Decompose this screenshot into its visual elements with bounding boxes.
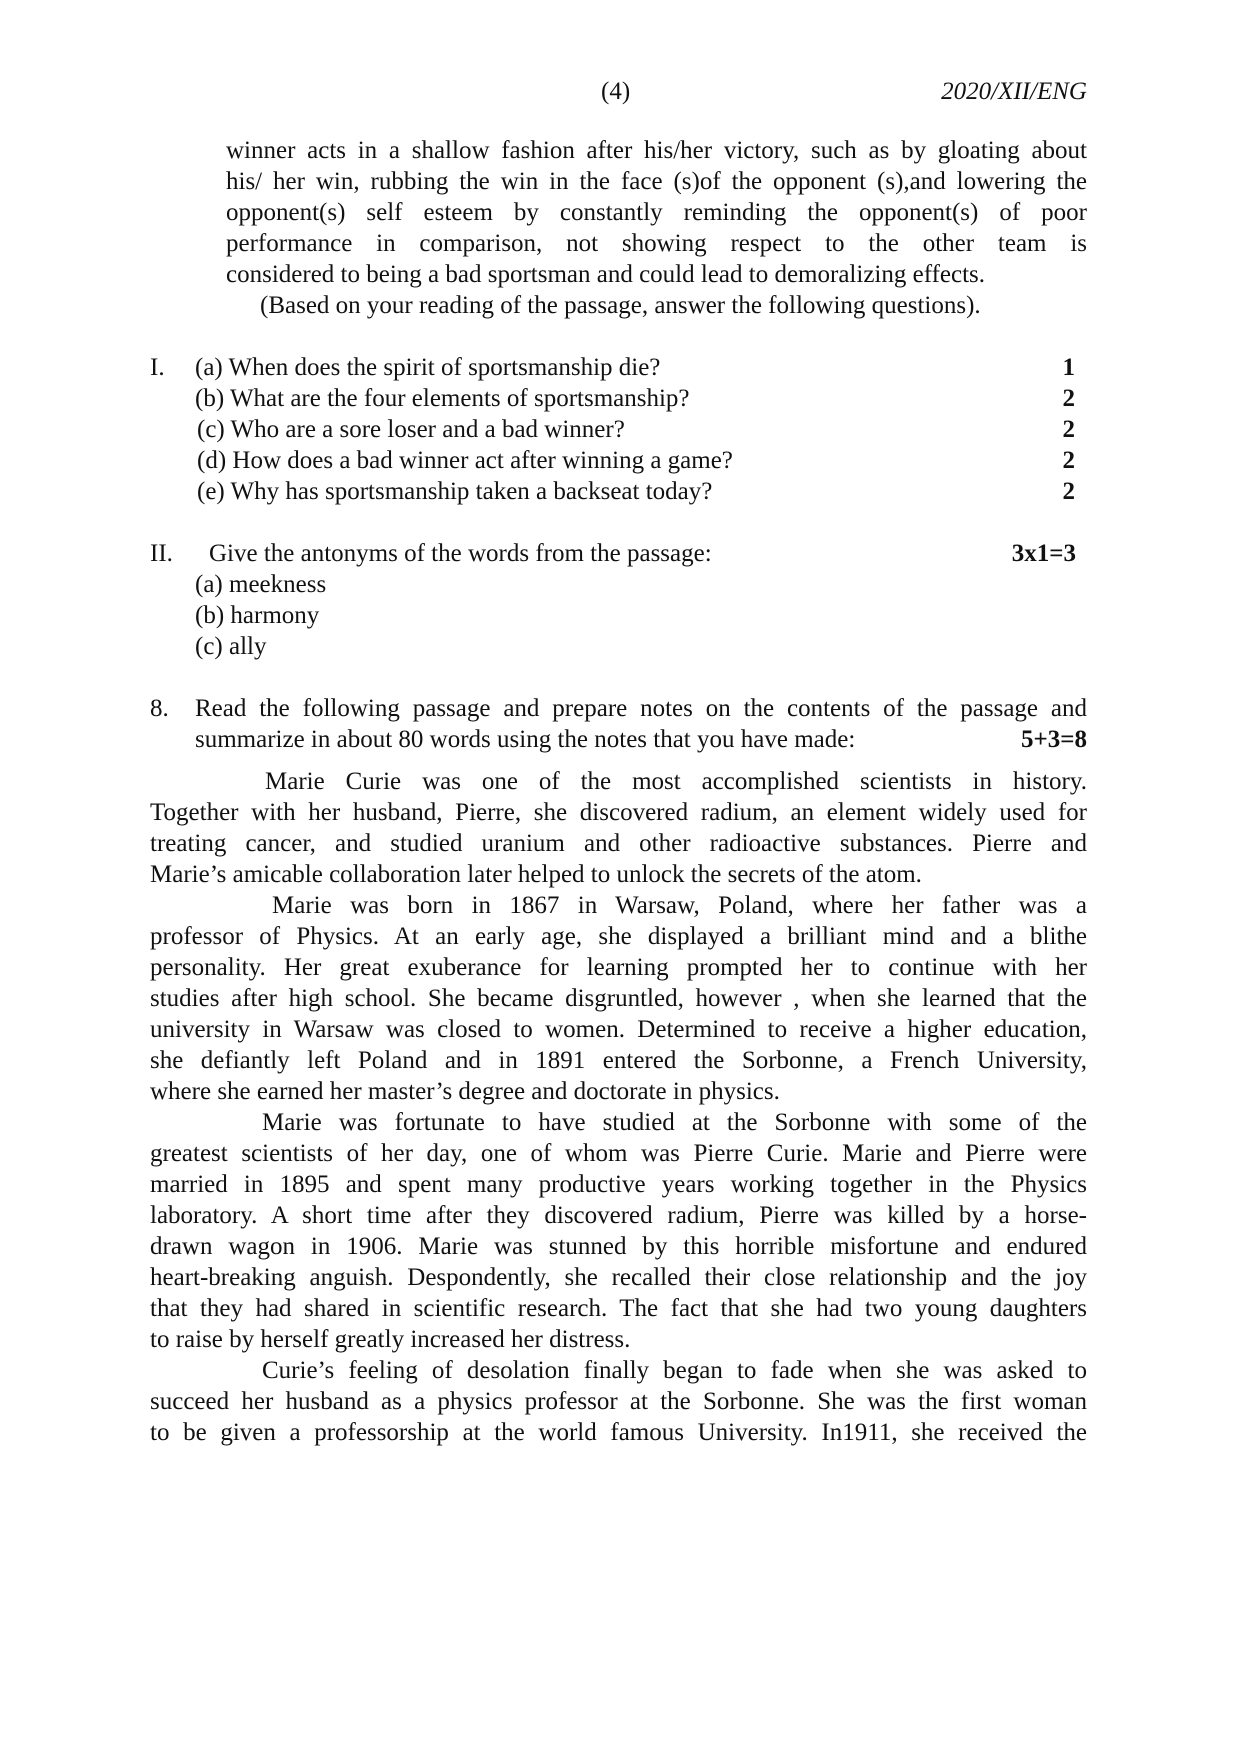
question-d-marks: 2 (1062, 447, 1075, 474)
passage-line: university in Warsaw was closed to women. Determined to receive a higher education, (150, 1016, 1087, 1043)
paper-code: 2020/XII/ENG (941, 78, 1087, 105)
passage-line: drawn wagon in 1906. Marie was stunned by this horrible misfortune and endured (150, 1233, 1087, 1260)
passage-line: married in 1895 and spent many productive years working together in the Physics (150, 1171, 1087, 1198)
passage-line: Curie’s feeling of desolation finally began to fade when she was asked to (262, 1357, 1087, 1384)
passage-line: Marie was fortunate to have studied at the Sorbonne with some of the (262, 1109, 1087, 1136)
passage-line: she defiantly left Poland and in 1891 entered the Sorbonne, a French University, (150, 1047, 1087, 1074)
antonym-item-a: (a) meekness (195, 571, 327, 598)
page-number: (4) (601, 78, 631, 105)
passage-line: opponent(s) self esteem by constantly reminding the opponent(s) of poor (226, 199, 1087, 226)
passage-line: studies after high school. She became disgruntled, however , when she learned that the (150, 985, 1087, 1012)
passage-paragraph-1 (150, 766, 1087, 890)
question-b-marks: 2 (1062, 385, 1075, 412)
antonym-marks: 3x1=3 (1011, 540, 1076, 567)
question-b: (b) What are the four elements of sportsmanship? (195, 385, 690, 412)
passage-line: Marie’s amicable collaboration later helped to unlock the secrets of the atom. (150, 861, 922, 888)
passage-paragraph-3 (150, 1107, 1087, 1355)
passage-line: to be given a professorship at the world famous University. In1911, she received the (150, 1419, 1087, 1446)
passage-paragraph-4 (150, 1355, 1087, 1448)
passage-line: Marie Curie was one of the most accomplished scientists in history. (265, 768, 1087, 795)
question-d: (d) How does a bad winner act after winning a game? (197, 447, 733, 474)
question-eight-line1: Read the following passage and prepare notes on the contents of the passage and (195, 695, 1087, 722)
section-one-label: I. (150, 354, 165, 381)
passage-line: his/ her win, rubbing the win in the face (s)of the opponent (s),and lowering the (226, 168, 1087, 195)
passage-line: where she earned her master’s degree and doctorate in physics. (150, 1078, 780, 1105)
passage-line: Together with her husband, Pierre, she discovered radium, an element widely used for (150, 799, 1087, 826)
question-eight-line2: summarize in about 80 words using the notes that you have made: (195, 726, 856, 753)
passage-line: professor of Physics. At an early age, she displayed a brilliant mind and a blithe (150, 923, 1087, 950)
antonym-item-c: (c) ally (195, 633, 267, 660)
passage-line: personality. Her great exuberance for learning prompted her to continue with her (150, 954, 1087, 981)
passage-line: winner acts in a shallow fashion after his/her victory, such as by gloating about (226, 137, 1087, 164)
passage-line: considered to being a bad sportsman and could lead to demoralizing effects. (226, 261, 986, 288)
question-c: (c) Who are a sore loser and a bad winner? (197, 416, 625, 443)
section-two-label: II. (150, 540, 173, 567)
instruction-text: (Based on your reading of the passage, answer the following questions). (260, 292, 981, 319)
passage-line: greatest scientists of her day, one of whom was Pierre Curie. Marie and Pierre were (150, 1140, 1087, 1167)
question-e-marks: 2 (1062, 478, 1075, 505)
question-c-marks: 2 (1062, 416, 1075, 443)
question-eight-marks: 5+3=8 (1021, 726, 1087, 753)
passage-line: Marie was born in 1867 in Warsaw, Poland, where her father was a (272, 892, 1087, 919)
question-a: (a) When does the spirit of sportsmanship die? (195, 354, 661, 381)
question-e: (e) Why has sportsmanship taken a backseat today? (197, 478, 713, 505)
question-a-marks: 1 (1062, 354, 1075, 381)
passage-continuation (226, 135, 1087, 290)
passage-line: laboratory. A short time after they discovered radium, Pierre was killed by a horse- (150, 1202, 1087, 1229)
passage-line: succeed her husband as a physics professor at the Sorbonne. She was the first woman (150, 1388, 1087, 1415)
question-eight-number: 8. (150, 695, 169, 722)
antonym-prompt: Give the antonyms of the words from the passage: (209, 540, 712, 567)
passage-line: that they had shared in scientific research. The fact that she had two young daughters (150, 1295, 1087, 1322)
passage-line: performance in comparison, not showing respect to the other team is (226, 230, 1087, 257)
passage-line: treating cancer, and studied uranium and other radioactive substances. Pierre and (150, 830, 1087, 857)
passage-paragraph-2 (150, 890, 1087, 1107)
passage-line: heart-breaking anguish. Despondently, she recalled their close relationship and the joy (150, 1264, 1087, 1291)
passage-line: to raise by herself greatly increased her distress. (150, 1326, 631, 1353)
antonym-item-b: (b) harmony (195, 602, 320, 629)
